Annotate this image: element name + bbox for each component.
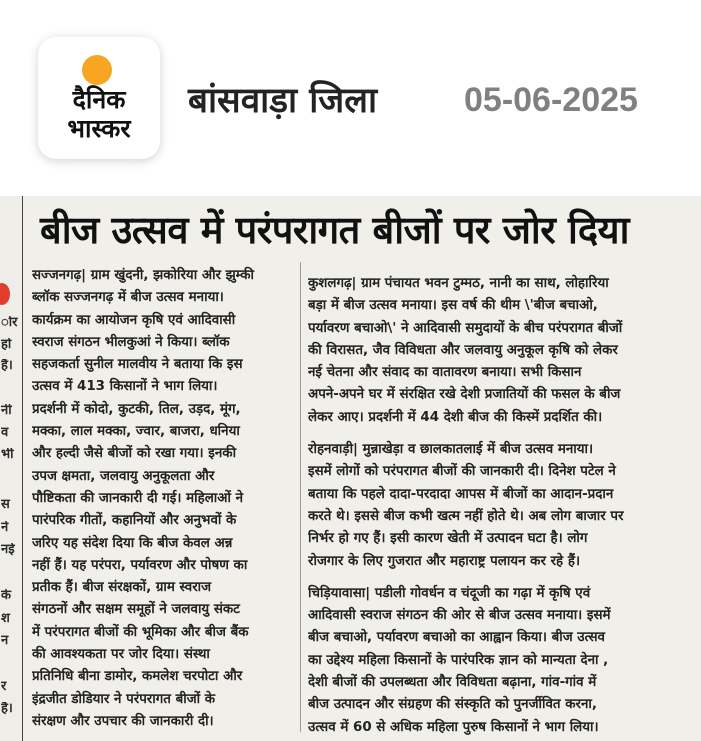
edge-text-fragment: के <box>1 589 11 602</box>
article-text-line: बताया कि पहले दादा-परदादा आपस में बीजों का आदान-प्रदान <box>308 486 614 502</box>
logo-text-line1: दैनिक <box>72 85 126 114</box>
article-text-line: स्वराज संगठन भीलकुआं ने किया। ब्लॉक <box>32 334 230 350</box>
article-text-line: करते थे। इससे बीज कभी खत्म नहीं होते थे। अब लोग बाजार पर <box>308 508 624 524</box>
dainik-bhaskar-logo <box>38 37 160 159</box>
article-text-line: कार्यक्रम का आयोजन कृषि एवं आदिवासी <box>32 312 236 328</box>
article-right-column <box>308 273 689 739</box>
article-text-line: में परंपरागत बीजों की भूमिका और बीज बैंक <box>32 624 249 640</box>
article-text-line: नई चेतना और संवाद का वातावरण बनाया। सभी किसान <box>308 365 582 381</box>
paragraph-gap <box>308 573 689 583</box>
column-divider <box>300 262 301 732</box>
edge-text-fragment: व <box>1 426 9 439</box>
edge-text-fragment: है। <box>1 702 13 715</box>
edge-text-fragment: न <box>1 634 9 647</box>
article-text-line: आदिवासी स्वराज संगठन की ओर से बीज उत्सव मनाया। इसमें <box>308 608 611 624</box>
article-text-line: उत्सव में 60 से अधिक महिला पुरुष किसानों ने भाग लिया। <box>308 719 599 735</box>
article-text-line: रोहनवाड़ी| मुन्नाखेड़ा व छालकातलाई में बीज उत्सव मनाया। <box>308 442 594 458</box>
article-text-line: देशी बीजों की उपलब्धता और विविधता बढ़ाना, गांव-गांव में <box>308 675 597 691</box>
edge-text-fragment: स <box>1 498 10 511</box>
edge-text-fragment: हैं। <box>1 359 13 372</box>
article-text-line: इंद्रजीत डोडियार ने परंपरागत बीजों के <box>32 691 216 707</box>
article-text-line: सज्जनगढ़| ग्राम खुंदनी, झकोरिया और झुम्की <box>32 268 254 283</box>
article-text-line: बीज उत्पादन और संग्रहण की संस्कृति को पुनर्जीवित करना, <box>308 697 597 713</box>
article-text-line: की विरासत, जैव विविधता और जलवायु अनुकूल कृषि को लेकर <box>308 342 618 358</box>
article-text-line: इसमें लोगों को परंपरागत बीजों की जानकारी दी। दिनेश पटेल ने <box>308 464 616 480</box>
article-text-line: मक्का, लाल मक्का, ज्वार, बाजरा, धनिया <box>32 424 240 440</box>
publication-date: 05-06-2025 <box>464 81 638 119</box>
article-text-line: रोजगार के लिए गुजरात और महाराष्ट्र पलायन कर रहे हैं। <box>308 553 581 569</box>
article-text-line: पारंपरिक गीतों, कहानियों और अनुभवों के <box>32 513 237 529</box>
adjacent-column-edge <box>0 196 23 741</box>
edge-text-fragment: ने <box>1 521 9 534</box>
paragraph-gap <box>308 429 689 439</box>
article-text-line: लेकर आए। प्रदर्शनी में 44 देशी बीज की किस्में प्रदर्शित की। <box>308 409 603 425</box>
article-text-line: की आवश्यकता पर जोर दिया। संस्था <box>32 647 210 663</box>
article-text-line: जरिए यह संदेश दिया कि बीज केवल अन्न <box>32 535 233 551</box>
article-left-column <box>32 265 294 733</box>
article-text-line: और हल्दी जैसे बीजों को रखा गया। इनकी <box>32 446 237 462</box>
edge-text-fragment: श <box>1 612 10 625</box>
article-text-line: चिड़ियावासा| पडीली गोवर्धन व चंदूजी का गढ़ा में कृषि एवं <box>308 585 591 601</box>
article-text-line: प्रदर्शनी में कोदो, कुटकी, तिल, उड़द, मूंग, <box>32 401 241 417</box>
article-text-line: सहजकर्ता सुनील मालवीय ने बताया कि इस <box>32 357 243 373</box>
article-text-line: संरक्षण और उपचार की जानकारी दी। <box>32 713 214 729</box>
edge-text-fragment: र <box>1 680 7 693</box>
article-text-line: अपने-अपने घर में संरक्षित रखे देशी प्रजातियों की फसल के बीज <box>308 387 621 403</box>
article-text-line: संगठनों और सक्षम समूहों ने जलवायु संकट <box>32 602 240 618</box>
edge-text-fragment: भी <box>1 448 14 461</box>
article-text-line: उपज क्षमता, जलवायु अनुकूलता और <box>32 468 215 484</box>
article-text-line: कुशलगढ़| ग्राम पंचायत भवन टुम्मठ, नानी का साथ, लोहारिया <box>308 276 609 291</box>
article-text-line: नहीं हैं। यह परंपरा, पर्यावरण और पोषण का <box>32 557 248 573</box>
district-title: बांसवाड़ा जिला <box>188 81 378 121</box>
article-text-line: पौष्टिकता की जानकारी दी गई। महिलाओं ने <box>32 490 244 506</box>
article-text-line: बीज बचाओ, पर्यावरण बचाओ का आह्वान किया। बीज उत्सव <box>308 630 605 646</box>
sun-logo-icon <box>82 55 112 85</box>
edge-text-fragment: नी <box>1 404 12 417</box>
logo-text-line2: भास्कर <box>67 114 131 143</box>
edge-text-fragment: ोर <box>1 316 18 329</box>
article-text-line: बड़ा में बीज उत्सव मनाया। इस वर्ष की थीम \'बीज बचाओ, <box>308 298 598 314</box>
article-text-line: ब्लॉक सज्जनगढ़ में बीज उत्सव मनाया। <box>32 290 224 306</box>
article-text-line: प्रतिनिधि बीना डामोर, कमलेश चरपोटा और <box>32 669 243 685</box>
article-text-line: का उद्देश्य महिला किसानों के पारंपरिक ज्ञान को मान्यता देना , <box>308 652 609 668</box>
edge-text-fragment: नई <box>1 543 15 556</box>
article-text-line: प्रतीक हैं। बीज संरक्षकों, ग्राम स्वराज <box>32 580 212 596</box>
article-text-line: निर्भर हो गए हैं। इसी कारण खेती में उत्पादन घटा है। लोग <box>308 531 588 547</box>
article-text-line: पर्यावरण बचाओ\' ने आदिवासी समुदायों के बीच परंपरागत बीजों <box>308 320 623 336</box>
article-headline: बीज उत्सव में परंपरागत बीजों पर जोर दिया <box>40 208 629 252</box>
article-text-line: उत्सव में 413 किसानों ने भाग लिया। <box>32 379 218 395</box>
edge-text-fragment: हो <box>1 338 12 351</box>
